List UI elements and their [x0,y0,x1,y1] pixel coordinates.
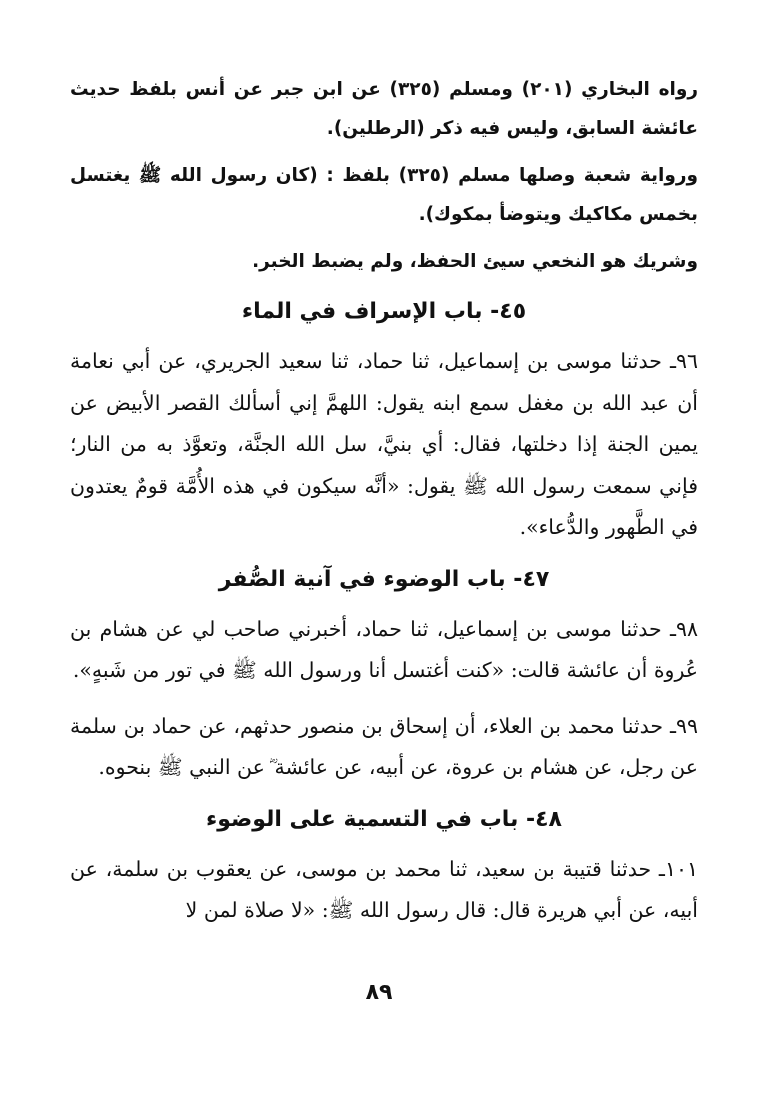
chapter-heading: ٤٧- باب الوضوء في آنية الصُّفر [218,566,550,592]
chapter-heading: ٤٥- باب الإسراف في الماء [241,299,527,324]
hadith-paragraph: ٩٦ـ حدثنا موسى بن إسماعيل، ثنا حماد، ثنا سعيد الجريري، عن أبي نعامة أن عبد الله بن مغفل سمع ابنه يقول: اللهمَّ إني أسألك القصر الأبيض عن يمين الجنة إذا دخلتها، فقال: أي بنيَّ، سل الله الجنَّة، وتعوَّذ به من النار؛ فإني سمعت رسول الله ﷺ يقول: «أنَّه سيكون في هذه الأُمَّة قومٌ يعتدون في الطَّهور والدُّعاء». [70,349,698,539]
hadith-paragraph: ١٠١ـ حدثنا قتيبة بن سعيد، ثنا محمد بن موسى، عن يعقوب بن سلمة، عن أبيه، عن أبي هريرة قال: قال رسول الله ﷺ: «لا صلاة لمن لا [70,856,698,922]
footnote-paragraph: ورواية شعبة وصلها مسلم (٣٢٥) بلفظ : (كان رسول الله ﷺ يغتسل بخمس مكاكيك ويتوضأ بمكوك). [70,165,698,225]
page-body [70,70,698,946]
hadith-paragraph: ٩٩ـ حدثنا محمد بن العلاء، أن إسحاق بن منصور حدثهم، عن حماد بن سلمة عن رجل، عن هشام بن عروة، عن أبيه، عن عائشة ؓ عن النبي ﷺ بنحوه. [70,713,698,779]
page-number: ٨٩ [365,980,393,1005]
footnote-paragraph: رواه البخاري (٢٠١) ومسلم (٣٢٥) عن ابن جبر عن أنس بلفظ حديث عائشة السابق، وليس فيه ذكر (الرطلين). [70,79,698,139]
hadith-paragraph: ٩٨ـ حدثنا موسى بن إسماعيل، ثنا حماد، أخبرني صاحب لي عن هشام بن عُروة أن عائشة قالت: «كنت أغتسل أنا ورسول الله ﷺ في تور من شَبهٍ». [70,616,698,682]
footnote-paragraph: وشريك هو النخعي سيئ الحفظ، ولم يضبط الخبر. [252,251,698,272]
chapter-heading: ٤٨- باب في التسمية على الوضوء [206,806,562,832]
